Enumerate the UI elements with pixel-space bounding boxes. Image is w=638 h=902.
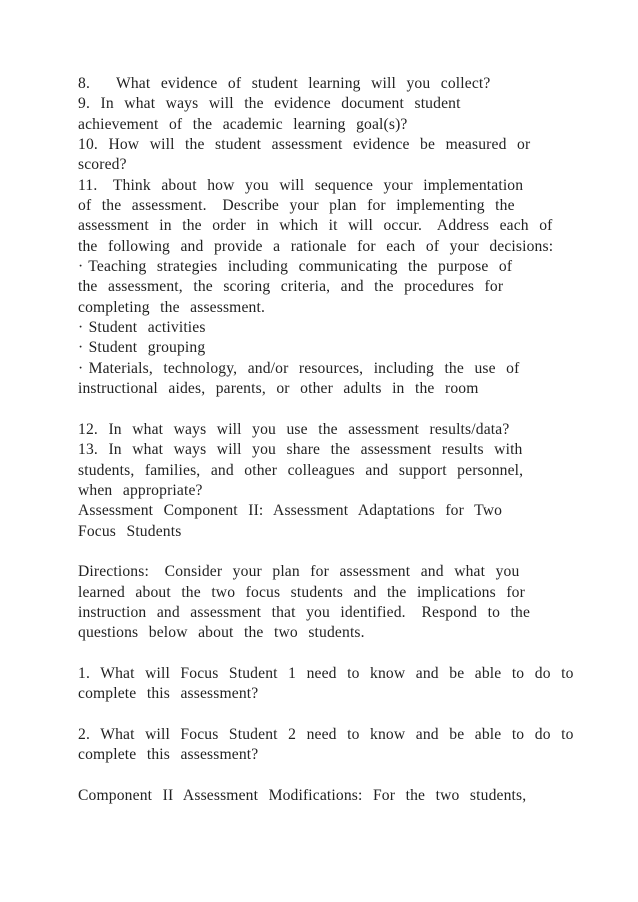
text-line: students, families, and other colleagues and support personnel, — [78, 461, 524, 479]
text-line: complete this assessment? — [78, 746, 259, 764]
text-line: completing the assessment. — [78, 298, 265, 316]
text-line: scored? — [78, 156, 127, 174]
text-line: learned about the two focus students and the implications for — [78, 583, 525, 601]
blank-line — [78, 766, 608, 786]
document-body — [78, 74, 608, 806]
text-line: questions below about the two students. — [78, 624, 365, 642]
text-line: · Teaching strategies including communicating the purpose of — [78, 258, 513, 276]
text-line: 1. What will Focus Student 1 need to know and be able to do to — [78, 664, 574, 682]
text-line: Assessment Component II: Assessment Adaptations for Two — [78, 502, 503, 520]
text-line: 8. What evidence of student learning will you collect? — [78, 75, 491, 92]
blank-line — [78, 705, 608, 725]
text-line: 10. How will the student assessment evidence be measured or — [78, 136, 531, 154]
text-line: 11. Think about how you will sequence your implementation — [78, 176, 524, 194]
text-line: 9. In what ways will the evidence document student — [78, 95, 461, 113]
text-line: instructional aides, parents, or other adults in the room — [78, 380, 479, 398]
blank-line — [78, 542, 608, 562]
text-line: assessment in the order in which it will occur. Address each of — [78, 217, 553, 235]
text-line: instruction and assessment that you identified. Respond to the — [78, 603, 531, 621]
text-line: the following and provide a rationale for each of your decisions: — [78, 237, 554, 255]
text-line: Component II Assessment Modifications: For the two students, — [78, 787, 527, 805]
text-line: · Student activities — [78, 319, 206, 337]
text-line: Directions: Consider your plan for assessment and what you — [78, 563, 520, 581]
text-line: · Materials, technology, and/or resources, including the use of — [78, 359, 520, 377]
text-line: · Student grouping — [78, 339, 206, 357]
text-line: complete this assessment? — [78, 685, 259, 703]
text-line: the assessment, the scoring criteria, and the procedures for — [78, 278, 504, 296]
text-line: Focus Students — [78, 522, 182, 540]
text-line: of the assessment. Describe your plan for implementing the — [78, 197, 515, 215]
text-line: 13. In what ways will you share the assessment results with — [78, 441, 523, 459]
text-line: 12. In what ways will you use the assessment results/data? — [78, 420, 510, 438]
blank-line — [78, 400, 608, 420]
text-line: 2. What will Focus Student 2 need to know and be able to do to — [78, 726, 574, 743]
text-line: when appropriate? — [78, 481, 203, 499]
blank-line — [78, 644, 608, 664]
text-line: achievement of the academic learning goal(s)? — [78, 115, 408, 133]
